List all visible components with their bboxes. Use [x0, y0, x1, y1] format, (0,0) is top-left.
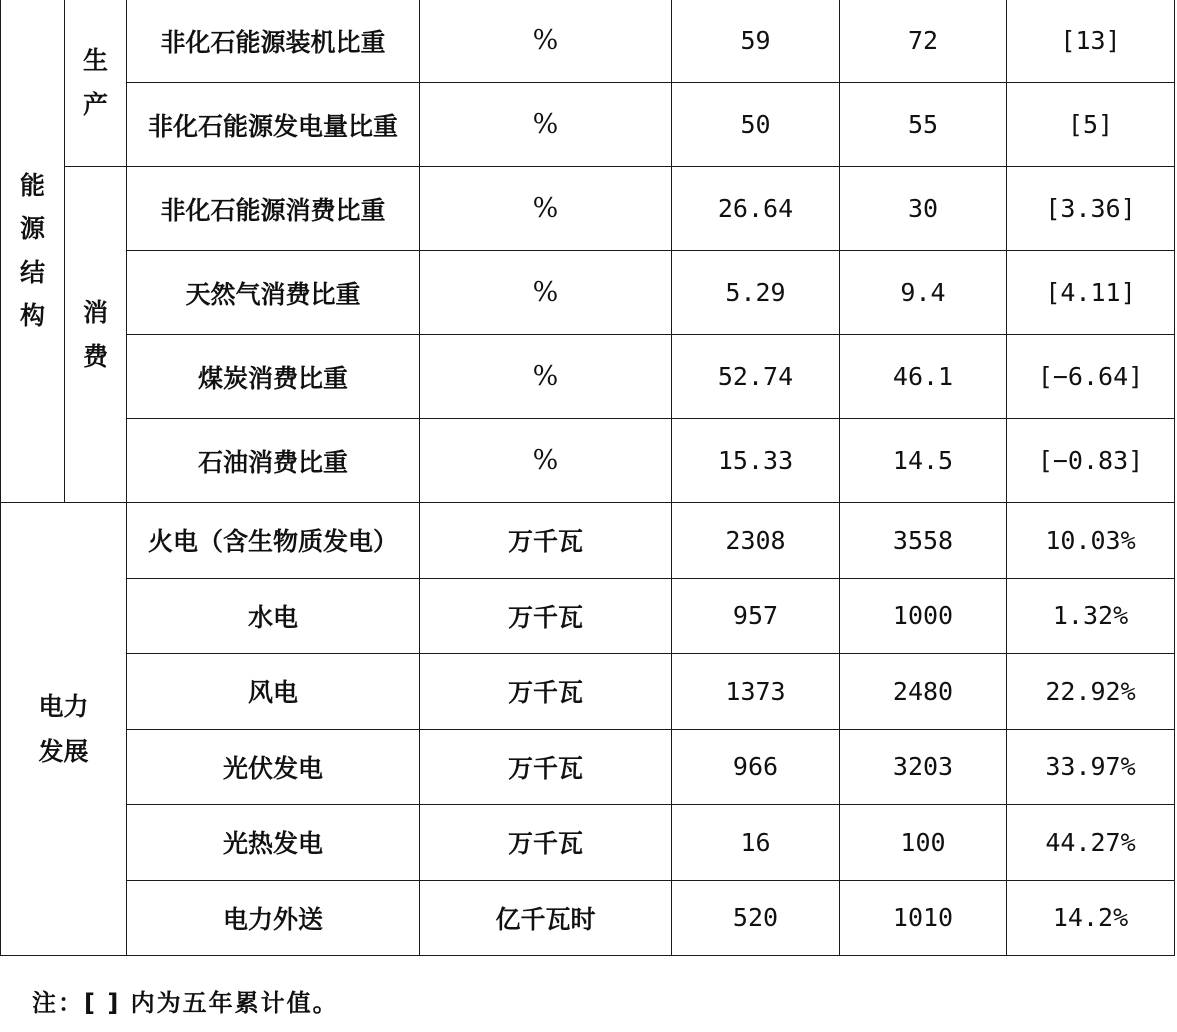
- value-cell-1: 5.29: [672, 251, 840, 335]
- indicator-unit: %: [420, 335, 672, 419]
- value-cell-3: 14.2%: [1007, 880, 1175, 956]
- value-cell-2: 100: [840, 805, 1007, 881]
- value-cell-1: 15.33: [672, 419, 840, 503]
- value-cell-2: 1000: [840, 578, 1007, 654]
- table-row: [1, 335, 1175, 419]
- value-cell-3: 1.32%: [1007, 578, 1175, 654]
- value-cell-2: 14.5: [840, 419, 1007, 503]
- value-cell-1: 52.74: [672, 335, 840, 419]
- table-row: [1, 503, 1175, 579]
- table-row: [1, 729, 1175, 805]
- indicator-unit: 万千瓦: [420, 503, 672, 579]
- table-row: [1, 578, 1175, 654]
- value-cell-3: [13]: [1007, 0, 1175, 83]
- indicator-unit: %: [420, 251, 672, 335]
- table-row: [1, 654, 1175, 730]
- subgroup-label-production: 生产: [65, 0, 127, 167]
- group-label-energy-structure: 能源结构: [1, 0, 65, 503]
- value-cell-3: [3.36]: [1007, 167, 1175, 251]
- value-cell-2: 46.1: [840, 335, 1007, 419]
- footnote: 注：[ ] 内为五年累计值。: [32, 989, 339, 1017]
- table-row: [1, 167, 1175, 251]
- value-cell-2: 55: [840, 83, 1007, 167]
- indicator-unit: 亿千瓦时: [420, 880, 672, 956]
- indicator-name: 风电: [127, 654, 420, 730]
- indicator-name: 光热发电: [127, 805, 420, 881]
- indicator-name: 光伏发电: [127, 729, 420, 805]
- value-cell-1: 966: [672, 729, 840, 805]
- value-cell-2: 30: [840, 167, 1007, 251]
- group-label-power-development: 电力发展: [1, 503, 127, 956]
- value-cell-1: 520: [672, 880, 840, 956]
- indicator-name: 火电（含生物质发电）: [127, 503, 420, 579]
- indicator-name: 非化石能源装机比重: [127, 0, 420, 83]
- indicator-name: 天然气消费比重: [127, 251, 420, 335]
- value-cell-2: 72: [840, 0, 1007, 83]
- value-cell-2: 2480: [840, 654, 1007, 730]
- indicator-unit: 万千瓦: [420, 654, 672, 730]
- value-cell-1: 26.64: [672, 167, 840, 251]
- indicator-name: 水电: [127, 578, 420, 654]
- value-cell-2: 9.4: [840, 251, 1007, 335]
- value-cell-1: 16: [672, 805, 840, 881]
- value-cell-3: 44.27%: [1007, 805, 1175, 881]
- value-cell-1: 2308: [672, 503, 840, 579]
- indicator-unit: %: [420, 419, 672, 503]
- table-row: [1, 0, 1175, 83]
- value-cell-3: [5]: [1007, 83, 1175, 167]
- value-cell-1: 50: [672, 83, 840, 167]
- indicator-name: 非化石能源消费比重: [127, 167, 420, 251]
- indicator-unit: 万千瓦: [420, 578, 672, 654]
- value-cell-2: 3558: [840, 503, 1007, 579]
- indicator-name: 石油消费比重: [127, 419, 420, 503]
- table-row: [1, 880, 1175, 956]
- value-cell-2: 3203: [840, 729, 1007, 805]
- indicator-name: 电力外送: [127, 880, 420, 956]
- table-row: [1, 805, 1175, 881]
- value-cell-1: 59: [672, 0, 840, 83]
- indicator-unit: 万千瓦: [420, 729, 672, 805]
- subgroup-label-consumption: 消费: [65, 167, 127, 503]
- value-cell-2: 1010: [840, 880, 1007, 956]
- table-row: [1, 83, 1175, 167]
- indicator-name: 煤炭消费比重: [127, 335, 420, 419]
- indicator-unit: 万千瓦: [420, 805, 672, 881]
- value-cell-3: 33.97%: [1007, 729, 1175, 805]
- value-cell-3: [−0.83]: [1007, 419, 1175, 503]
- value-cell-1: 1373: [672, 654, 840, 730]
- value-cell-1: 957: [672, 578, 840, 654]
- value-cell-3: [−6.64]: [1007, 335, 1175, 419]
- indicator-unit: %: [420, 167, 672, 251]
- table-row: [1, 251, 1175, 335]
- value-cell-3: [4.11]: [1007, 251, 1175, 335]
- value-cell-3: 10.03%: [1007, 503, 1175, 579]
- value-cell-3: 22.92%: [1007, 654, 1175, 730]
- indicator-unit: %: [420, 83, 672, 167]
- indicator-unit: %: [420, 0, 672, 83]
- table-row: [1, 419, 1175, 503]
- indicator-name: 非化石能源发电量比重: [127, 83, 420, 167]
